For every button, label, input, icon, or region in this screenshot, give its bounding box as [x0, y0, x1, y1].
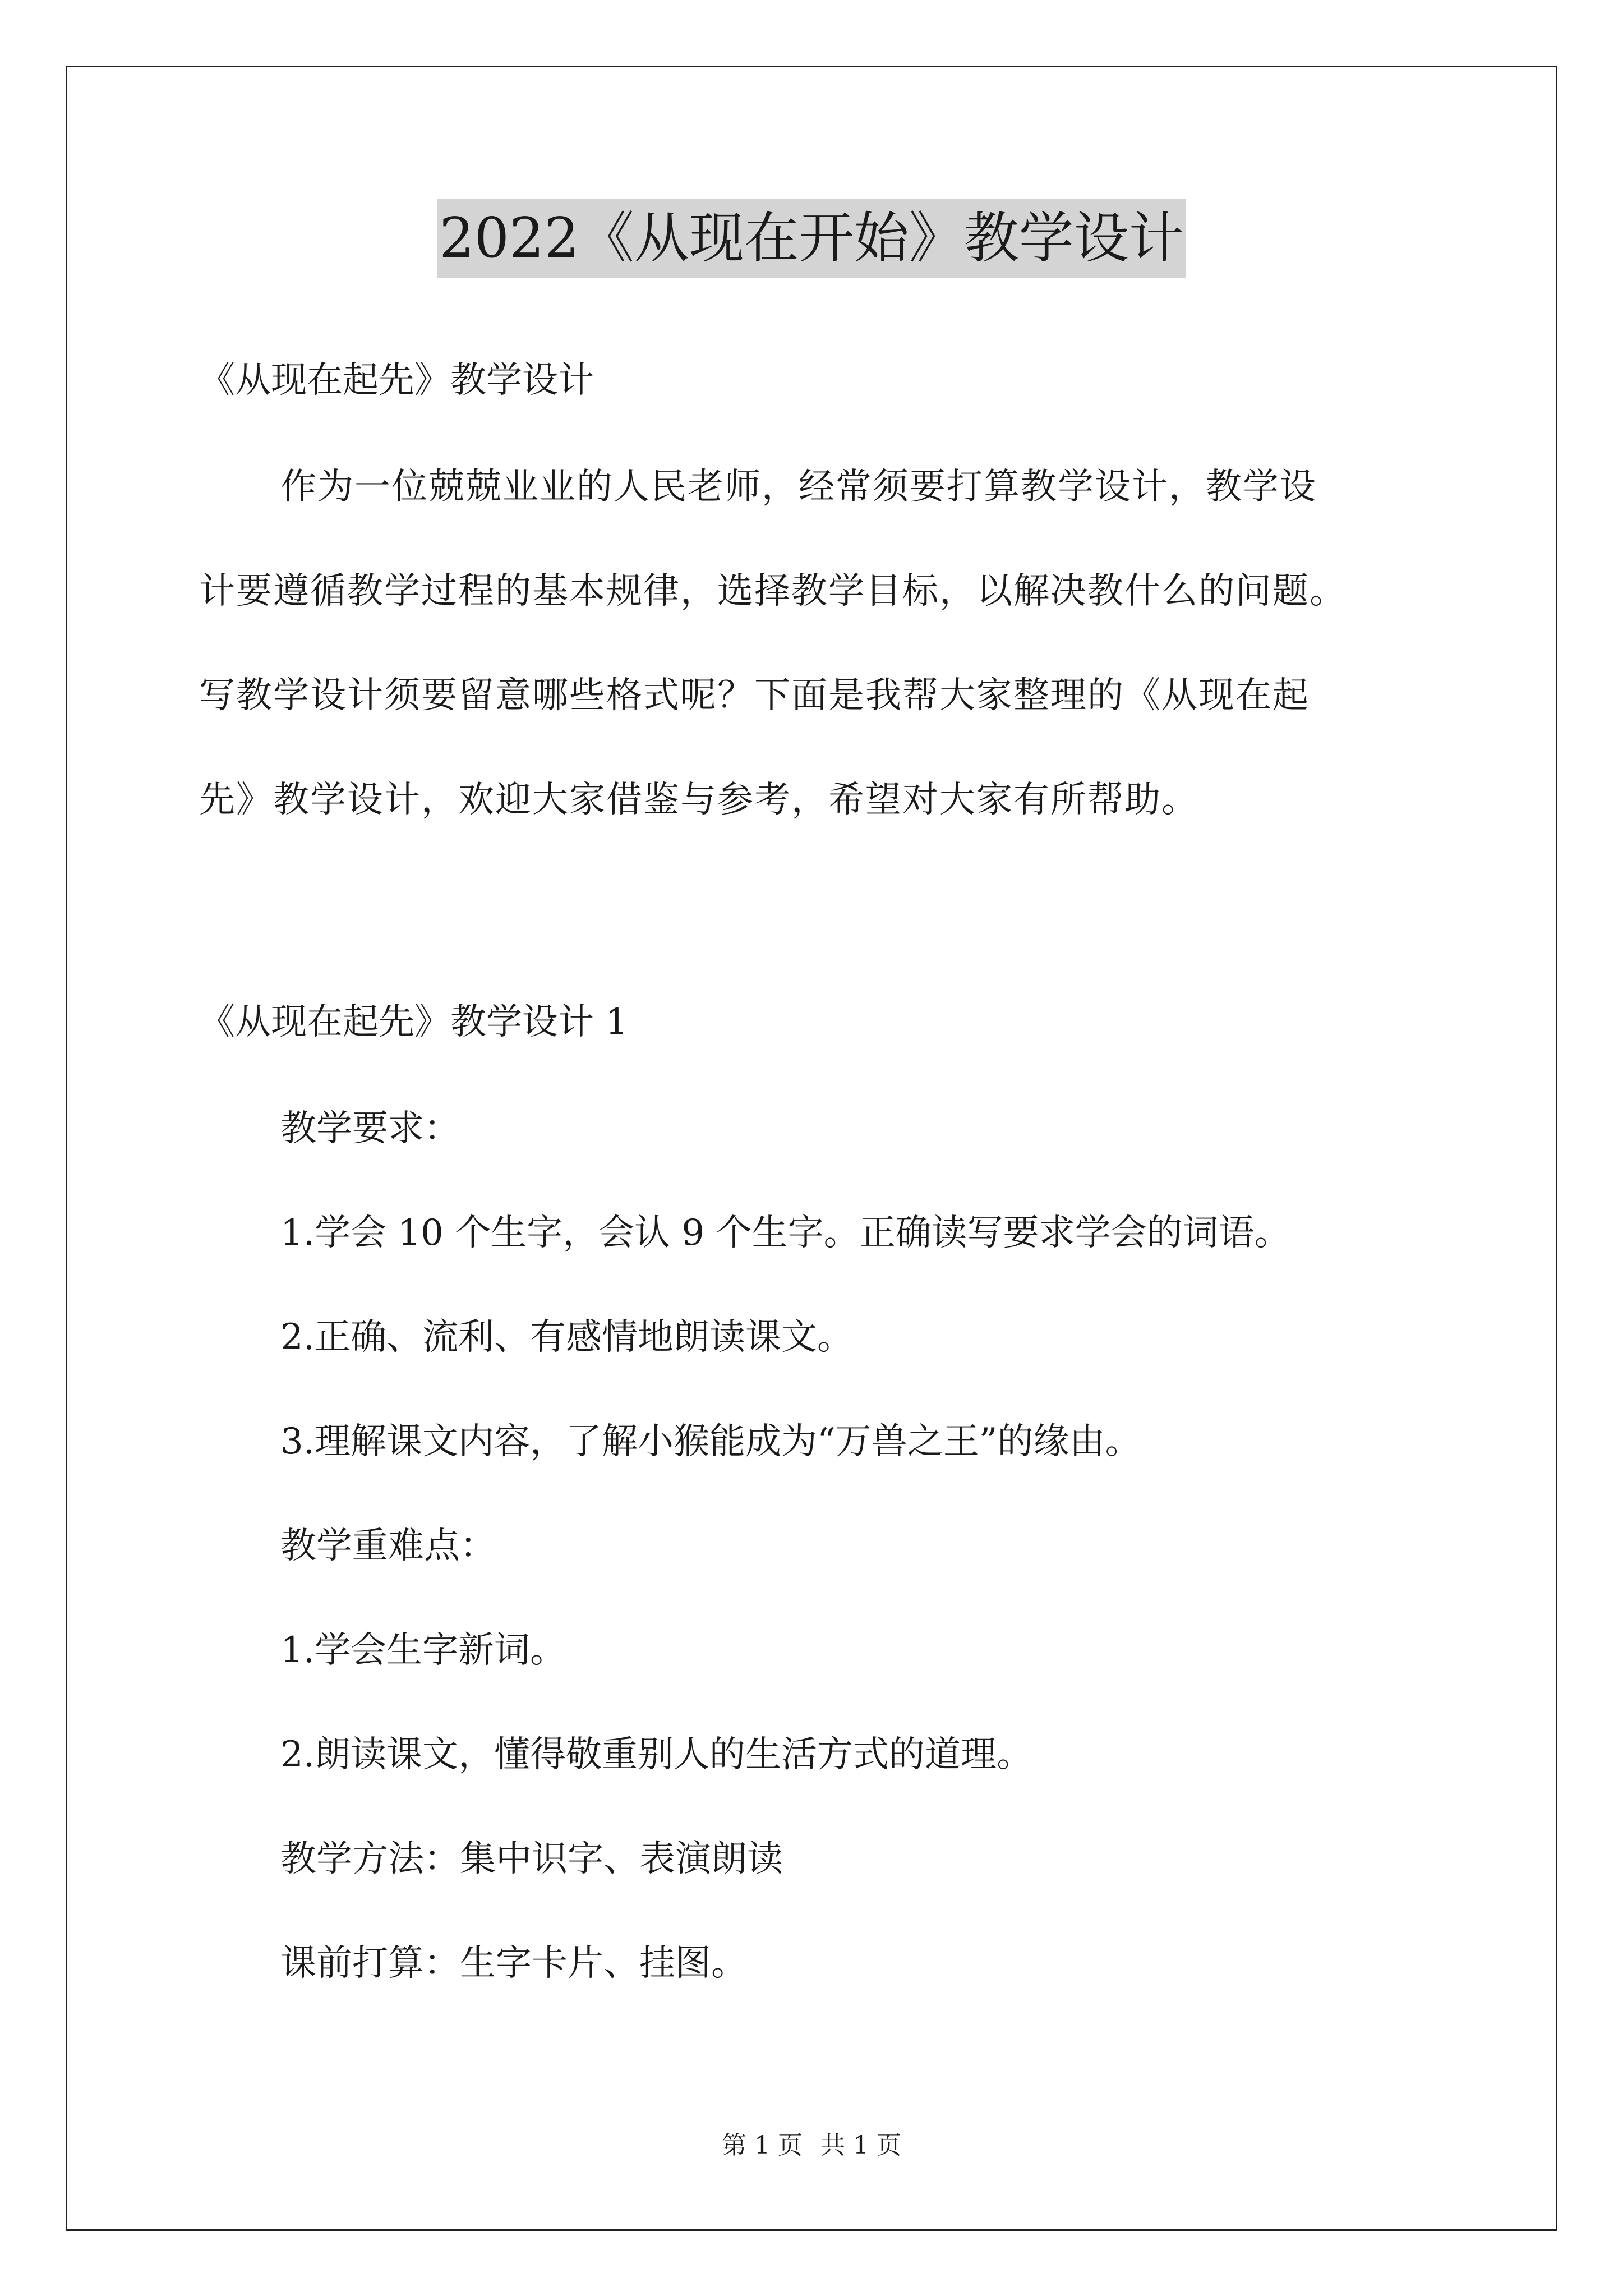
- list-item: 教学重难点：: [280, 1525, 496, 1567]
- section-heading: 《从现在起先》教学设计 1: [199, 1001, 629, 1043]
- page-number: 第 1 页: [722, 2131, 803, 2160]
- subtitle: 《从现在起先》教学设计: [199, 360, 594, 401]
- list-item: 1.学会生字新词。: [280, 1630, 566, 1671]
- list-item: 3.理解课文内容，了解小猴能成为“万兽之王”的缘由。: [280, 1421, 1141, 1462]
- page-footer: [0, 2129, 1623, 2162]
- intro-line: 写教学设计须要留意哪些格式呢？下面是我帮大家整理的《从现在起: [199, 675, 1310, 716]
- list-item: 2.朗读课文，懂得敬重别人的生活方式的道理。: [280, 1734, 1033, 1775]
- list-item: 1.学会 10 个生字，会认 9 个生字。正确读写要求学会的词语。: [280, 1212, 1290, 1254]
- intro-line: 作为一位兢兢业业的人民老师，经常须要打算教学设计，教学设: [280, 466, 1317, 508]
- document-title: 2022《从现在开始》教学设计: [437, 199, 1186, 278]
- list-item: 教学要求：: [280, 1108, 460, 1149]
- list-item: 2.正确、流利、有感情地朗读课文。: [280, 1317, 854, 1358]
- page-total: 共 1 页: [820, 2131, 901, 2160]
- list-item: 教学方法：集中识字、表演朗读: [280, 1838, 783, 1880]
- intro-line: 计要遵循教学过程的基本规律，选择教学目标，以解决教什么的问题。: [199, 570, 1347, 612]
- title-container: [0, 199, 1623, 278]
- list-item: 课前打算：生字卡片、挂图。: [280, 1943, 747, 1984]
- intro-line: 先》教学设计，欢迎大家借鉴与参考，希望对大家有所帮助。: [199, 779, 1198, 821]
